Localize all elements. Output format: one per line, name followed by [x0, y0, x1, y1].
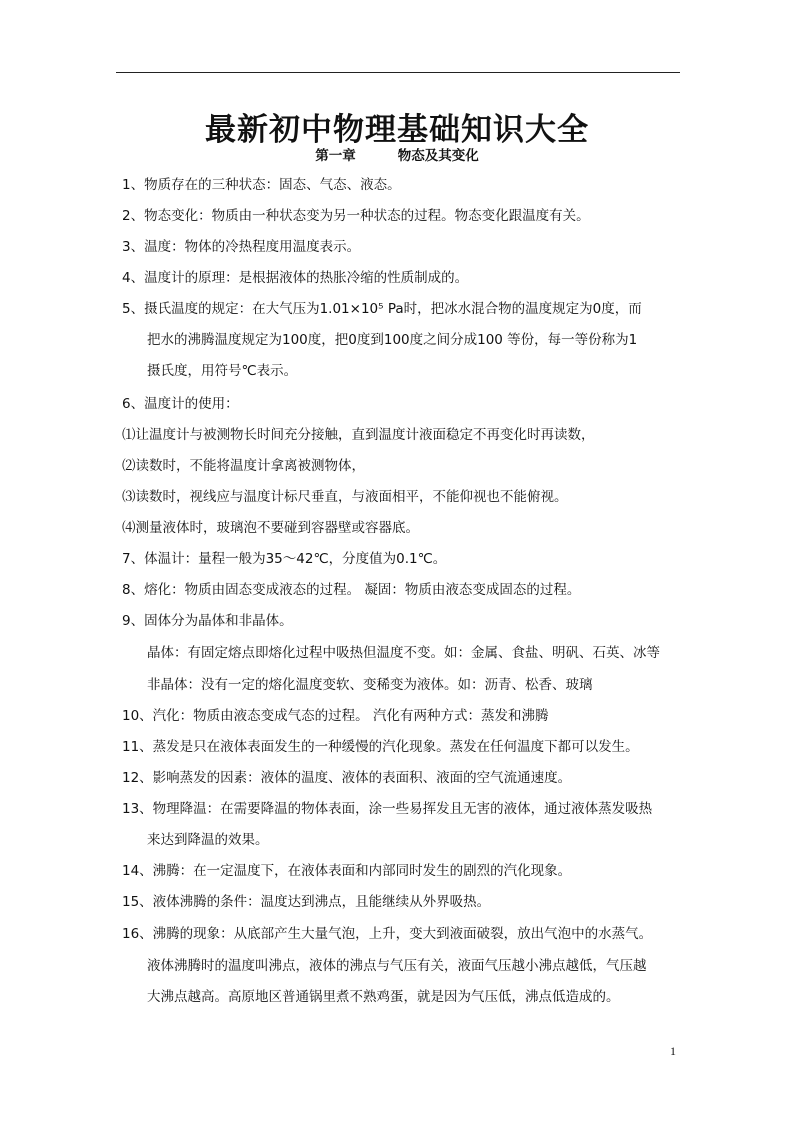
- text-line: 来达到降温的效果。: [147, 832, 269, 848]
- text-line: 摄氏度，用符号℃表示。: [147, 363, 298, 379]
- text-line: ⑶读数时，视线应与温度计标尺垂直，与液面相平，不能仰视也不能俯视。: [122, 489, 568, 505]
- text-line: 10、汽化：物质由液态变成气态的过程。 汽化有两种方式：蒸发和沸腾: [122, 708, 549, 724]
- text-line: 9、固体分为晶体和非晶体。: [122, 613, 293, 629]
- text-line: 13、物理降温：在需要降温的物体表面，涂一些易挥发且无害的液体，通过液体蒸发吸热: [122, 801, 653, 817]
- text-line: 6、温度计的使用：: [122, 396, 239, 412]
- text-line: 液体沸腾时的温度叫沸点，液体的沸点与气压有关，液面气压越小沸点越低，气压越: [147, 958, 647, 974]
- chapter-title: 物态及其变化: [397, 148, 479, 164]
- text-line: 8、熔化：物质由固态变成液态的过程。 凝固：物质由液态变成固态的过程。: [122, 582, 581, 598]
- text-line: 3、温度：物体的冷热程度用温度表示。: [122, 239, 361, 255]
- text-line: 4、温度计的原理：是根据液体的热胀冷缩的性质制成的。: [122, 270, 469, 286]
- document-title: 最新初中物理基础知识大全: [205, 112, 589, 148]
- text-line: 15、液体沸腾的条件：温度达到沸点，且能继续从外界吸热。: [122, 894, 491, 910]
- text-line: 11、蒸发是只在液体表面发生的一种缓慢的汽化现象。蒸发在任何温度下都可以发生。: [122, 739, 639, 755]
- text-line: 12、影响蒸发的因素：液体的温度、液体的表面积、液面的空气流通速度。: [122, 770, 572, 786]
- text-line: 5、摄氏温度的规定：在大气压为1.01×10⁵ Pa时，把冰水混合物的温度规定为0度，而: [122, 301, 642, 317]
- text-line: ⑷测量液体时，玻璃泡不要碰到容器壁或容器底。: [122, 520, 419, 536]
- text-line: ⑴让温度计与被测物长时间充分接触，直到温度计液面稳定不再变化时再读数，: [122, 427, 595, 443]
- text-line: ⑵读数时，不能将温度计拿离被测物体，: [122, 458, 365, 474]
- text-line: 14、沸腾：在一定温度下，在液体表面和内部同时发生的剧烈的汽化现象。: [122, 863, 572, 879]
- chapter-label: 第一章: [315, 148, 356, 164]
- text-line: 晶体：有固定熔点即熔化过程中吸热但温度不变。如：金属、食盐、明矾、石英、冰等: [147, 645, 660, 661]
- text-line: 2、物态变化：物质由一种状态变为另一种状态的过程。物态变化跟温度有关。: [122, 208, 590, 224]
- text-line: 把水的沸腾温度规定为100度，把0度到100度之间分成100 等份，每一等份称为1: [147, 332, 638, 348]
- text-line: 16、沸腾的现象：从底部产生大量气泡，上升，变大到液面破裂，放出气泡中的水蒸气。: [122, 926, 653, 942]
- text-line: 1、物质存在的三种状态：固态、气态、液态。: [122, 177, 401, 193]
- text-line: 大沸点越高。高原地区普通锅里煮不熟鸡蛋，就是因为气压低，沸点低造成的。: [147, 989, 620, 1005]
- text-line: 非晶体：没有一定的熔化温度变软、变稀变为液体。如：沥青、松香、玻璃: [147, 677, 593, 693]
- page-number: 1: [670, 1044, 676, 1058]
- text-line: 7、体温计：量程一般为35～42℃，分度值为0.1℃。: [122, 551, 447, 567]
